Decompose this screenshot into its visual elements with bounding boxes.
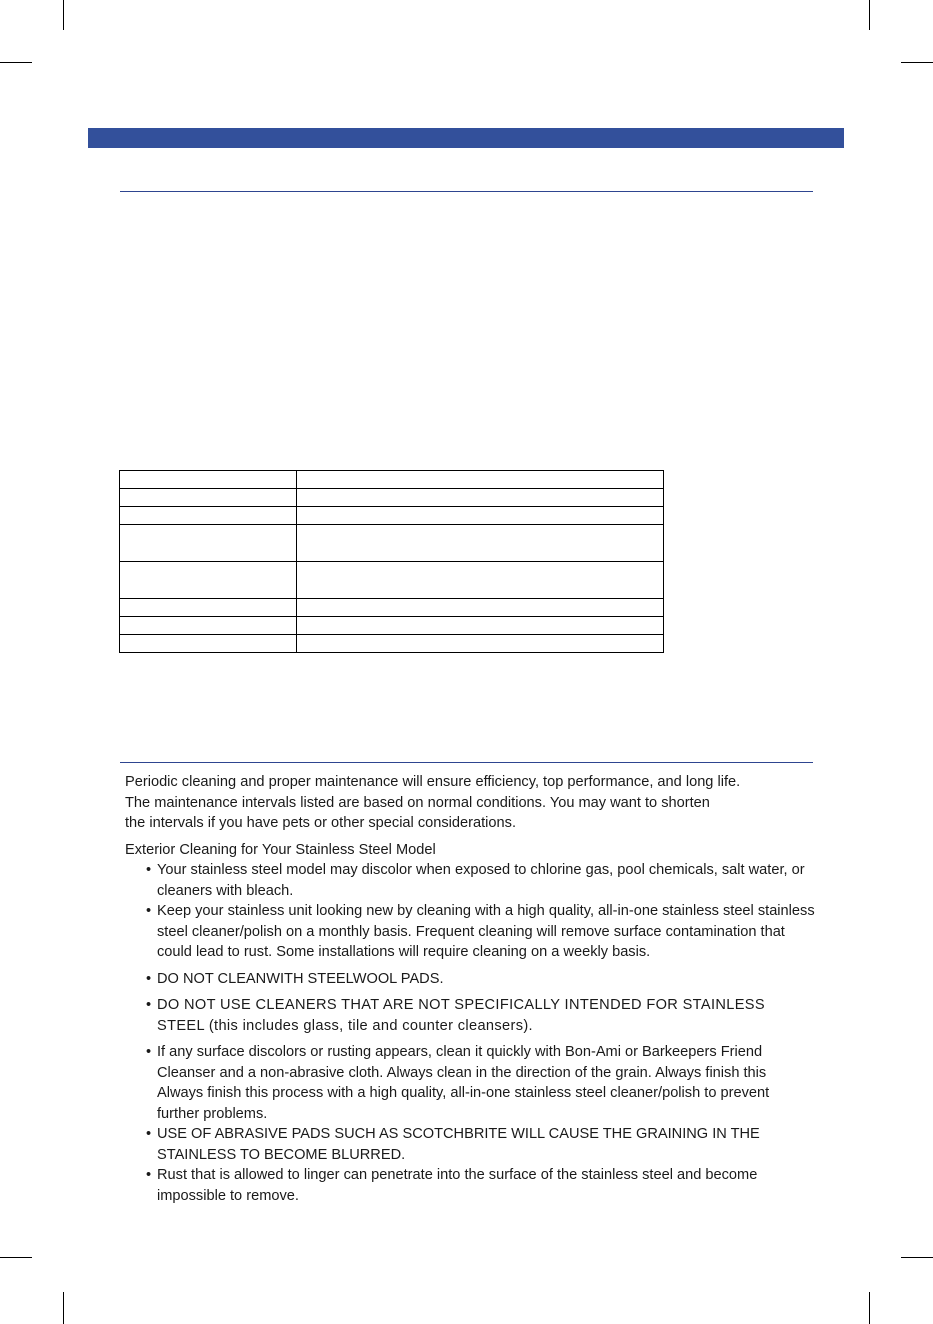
table-cell bbox=[120, 471, 297, 489]
table-cell bbox=[120, 489, 297, 507]
intro-line: Periodic cleaning and proper maintenance will ensure efficiency, top performance, and long life. bbox=[125, 774, 741, 790]
bullet-item: • DO NOT USE CLEANERS THAT ARE NOT SPECIFICALLY INTENDED FOR STAINLESS STEEL (this includes glass, tile and counter cleansers). bbox=[125, 995, 815, 1036]
crop-mark bbox=[63, 0, 64, 30]
bullet-item: • USE OF ABRASIVE PADS SUCH AS SCOTCHBRITE WILL CAUSE THE GRAINING IN THE STAINLESS TO BECOME BLURRED. bbox=[125, 1124, 815, 1165]
table-row bbox=[120, 562, 664, 599]
table-cell bbox=[120, 525, 297, 562]
table-row bbox=[120, 617, 664, 635]
table-row bbox=[120, 525, 664, 562]
intro-line: The maintenance intervals listed are based on normal conditions. You may want to shorten bbox=[125, 794, 710, 811]
table-cell bbox=[297, 507, 664, 525]
table-row bbox=[120, 471, 664, 489]
bullet-item: • If any surface discolors or rusting appears, clean it quickly with Bon-Ami or Barkeepers Friend Cleanser and a non-abrasive cloth. Always clean in the direction of the grain. Always finish this Always finish this process with a high quality, all-in-one stainless steel cleaner/polish to prevent further problems. bbox=[125, 1042, 815, 1124]
crop-mark bbox=[0, 62, 32, 63]
bullet-item: • Your stainless steel model may discolor when exposed to chlorine gas, pool chemicals, salt water, or cleaners with bleach. bbox=[125, 860, 815, 901]
crop-mark bbox=[0, 1257, 32, 1258]
table-row bbox=[120, 507, 664, 525]
section-rule bbox=[120, 762, 813, 763]
table-cell bbox=[297, 489, 664, 507]
table-cell bbox=[120, 599, 297, 617]
table-cell bbox=[297, 617, 664, 635]
maintenance-table bbox=[119, 470, 664, 653]
table-cell bbox=[297, 635, 664, 653]
table-cell bbox=[120, 562, 297, 599]
table-cell bbox=[120, 635, 297, 653]
intro-line: the intervals if you have pets or other special considerations. bbox=[125, 815, 517, 831]
crop-mark bbox=[901, 1257, 933, 1258]
crop-mark bbox=[901, 62, 933, 63]
maintenance-text bbox=[125, 772, 815, 1206]
exterior-heading: Exterior Cleaning for Your Stainless Steel Model bbox=[125, 841, 436, 858]
header-banner bbox=[88, 128, 844, 148]
table-cell bbox=[297, 525, 664, 562]
crop-mark bbox=[869, 0, 870, 30]
table-cell bbox=[297, 471, 664, 489]
section-rule bbox=[120, 191, 813, 192]
table-row bbox=[120, 489, 664, 507]
table-row bbox=[120, 599, 664, 617]
table-cell bbox=[297, 599, 664, 617]
table-cell bbox=[120, 507, 297, 525]
bullet-item: • Rust that is allowed to linger can penetrate into the surface of the stainless steel and become impossible to remove. bbox=[125, 1165, 815, 1206]
table-row bbox=[120, 635, 664, 653]
bullet-item: • DO NOT CLEANWITH STEELWOOL PADS. bbox=[125, 969, 815, 990]
crop-mark bbox=[869, 1292, 870, 1324]
table-cell bbox=[120, 617, 297, 635]
table-cell bbox=[297, 562, 664, 599]
bullet-item: • Keep your stainless unit looking new by cleaning with a high quality, all-in-one stainless steel stainless steel cleaner/polish on a monthly basis. Frequent cleaning will remove surface contamination that could lead to rust. Some installations will require cleaning on a weekly basis. bbox=[125, 901, 815, 963]
crop-mark bbox=[63, 1292, 64, 1324]
exterior-bullet-list bbox=[125, 860, 815, 1206]
